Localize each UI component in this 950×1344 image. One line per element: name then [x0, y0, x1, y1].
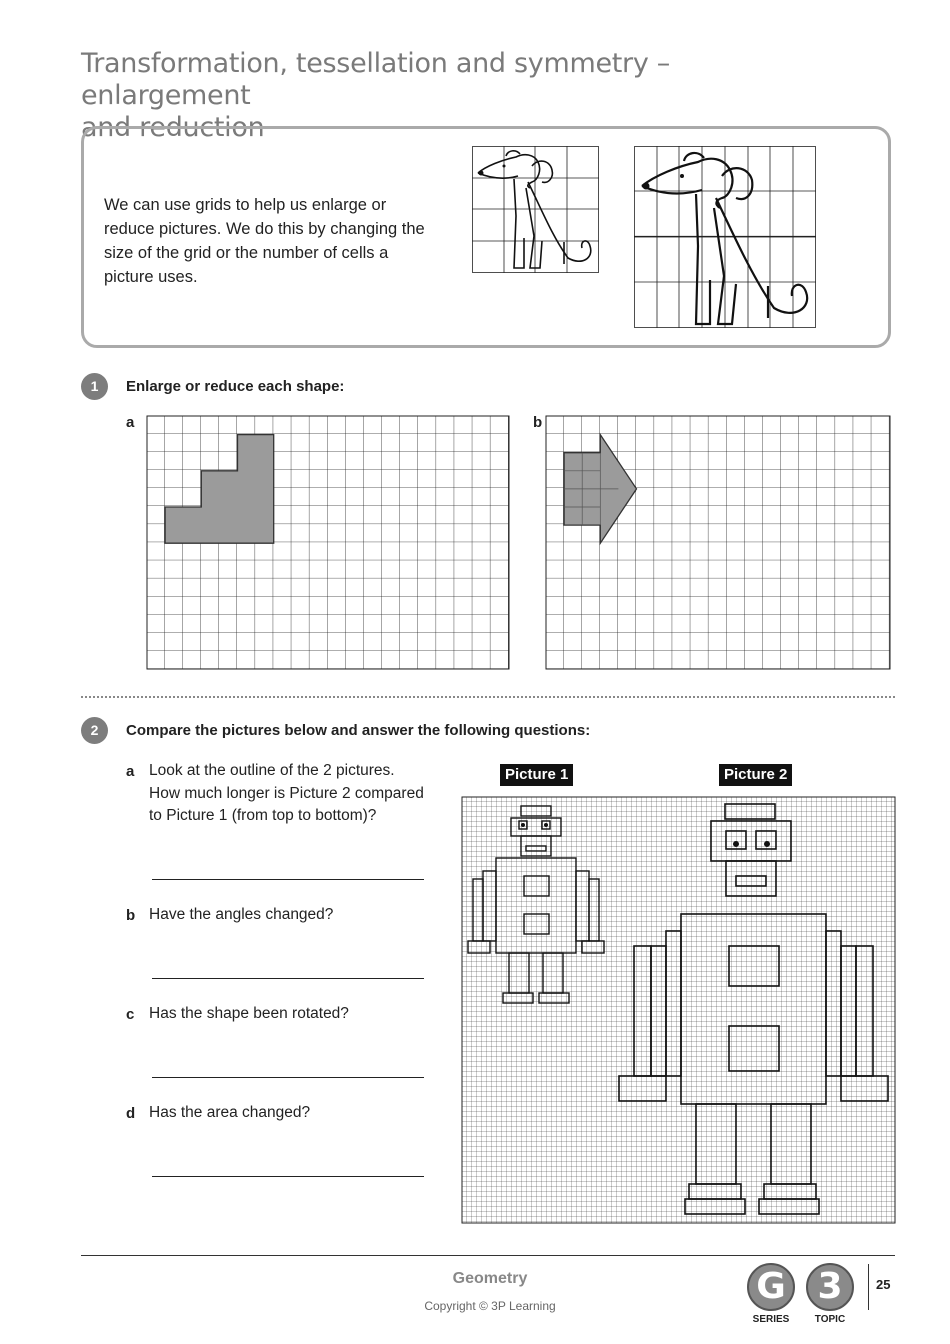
- q2-d-label: d: [126, 1105, 136, 1122]
- footer-copyright: Copyright © 3P Learning: [424, 1299, 556, 1313]
- picture-1-label: Picture 1: [500, 764, 573, 786]
- page-title-line1: Transformation, tessellation and symmetry – enlargement: [81, 48, 671, 111]
- question-1-title: Enlarge or reduce each shape:: [126, 378, 345, 395]
- question-2-number: 2: [81, 717, 108, 744]
- topic-label: TOPIC: [814, 1314, 846, 1325]
- q2-a-text: [149, 760, 449, 828]
- series-label: SERIES: [752, 1314, 790, 1325]
- q2-c-answer-line[interactable]: [152, 1077, 424, 1078]
- intro-text: We can use grids to help us enlarge or reduce pictures. We do this by changing the size of the grid or the number of cells a picture uses.: [104, 196, 425, 286]
- topic-badge-icon: 3: [806, 1263, 854, 1311]
- q2-c-text: Has the shape been rotated?: [149, 1005, 349, 1022]
- footer-rule: [81, 1255, 895, 1256]
- footer-separator: [868, 1264, 869, 1310]
- q2-b-text: Have the angles changed?: [149, 906, 334, 923]
- q2-a-answer-line[interactable]: [152, 879, 424, 880]
- q2-a-line1: Look at the outline of the 2 pictures.: [149, 762, 395, 779]
- series-badge-icon: G: [747, 1263, 795, 1311]
- picture-2-label: Picture 2: [719, 764, 792, 786]
- question-1-number: 1: [81, 373, 108, 400]
- q1-grid-a: [146, 415, 512, 672]
- q2-b-label: b: [126, 907, 136, 924]
- q1-part-b-label: b: [533, 414, 543, 431]
- q2-a-line2: How much longer is Picture 2 compared: [149, 784, 424, 802]
- dog-large-illustration: [634, 146, 817, 329]
- q2-b-answer-line[interactable]: [152, 978, 424, 979]
- q2-a-line3: to Picture 1 (from top to bottom)?: [149, 807, 377, 824]
- page-title-line2: and reduction: [81, 112, 265, 143]
- q2-c-label: c: [126, 1006, 135, 1023]
- dog-small-illustration: [472, 146, 600, 274]
- footer-topic: Geometry: [452, 1270, 528, 1287]
- q1-part-a-label: a: [126, 414, 135, 431]
- q2-d-text: Has the area changed?: [149, 1104, 311, 1121]
- q2-a-label: a: [126, 763, 135, 780]
- question-2-title: Compare the pictures below and answer the following questions:: [126, 722, 591, 739]
- q1-grid-b: [545, 415, 892, 672]
- page-number: 25: [876, 1277, 891, 1292]
- q2-d-answer-line[interactable]: [152, 1176, 424, 1177]
- robot-comparison-grid: [461, 796, 897, 1226]
- section-divider: [81, 696, 895, 698]
